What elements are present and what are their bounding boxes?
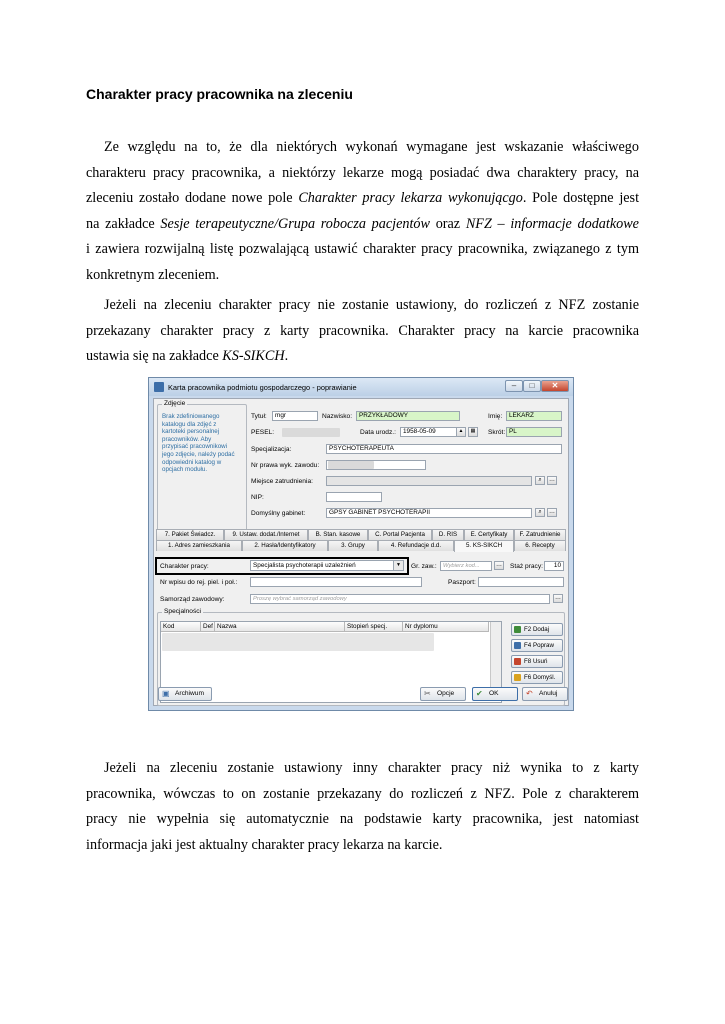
archiwum-button[interactable]: ▣ Archiwum (158, 687, 212, 701)
check-icon: ✔ (476, 689, 483, 698)
p2-line-2: przekazany charakter pracy z karty pracownika. Charakter pracy na karcie pracownika (86, 322, 639, 339)
anuluj-button[interactable]: ↶ Anuluj (522, 687, 568, 701)
skrot-label: Skrót: (488, 429, 506, 436)
gabinet-field[interactable]: GPSY GABINET PSYCHOTERAPII (326, 508, 532, 518)
photo-group-label: Zdjęcie (164, 400, 186, 407)
tab-certyfikaty[interactable]: E. Certyfikaty (464, 529, 514, 540)
staz-label: Staż pracy: (510, 563, 543, 570)
gabinet-more-button[interactable]: … (549, 509, 555, 515)
tab-pakiet[interactable]: 7. Pakiet Świadcz. (156, 529, 224, 540)
tytul-label: Tytuł: (251, 413, 267, 420)
window-title: Karta pracownika podmiotu gospodarczego - poprawianie (168, 383, 357, 392)
delete-icon (514, 658, 521, 665)
data-urodz-label: Data urodz.: (360, 429, 396, 436)
col-kod[interactable]: Kod (161, 622, 201, 632)
chevron-down-icon[interactable]: ▼ (393, 561, 403, 570)
col-nr-dyplomu[interactable]: Nr dyplomu (403, 622, 489, 632)
p3-line-1: Jeżeli na zleceniu zostanie ustawiony inny charakter pracy niż wynika to z karty (104, 760, 639, 776)
gr-zaw-label: Gr. zaw.: (411, 563, 437, 570)
specjalizacja-label: Specjalizacja: (251, 446, 292, 453)
date-spinner-icon[interactable]: ▲ (456, 427, 466, 437)
col-stopien[interactable]: Stopień specj. (345, 622, 403, 632)
tab-zatrudnienie[interactable]: F. Zatrudnienie (514, 529, 566, 540)
f6-domysl-button[interactable]: F6 Domyśl. (511, 671, 563, 684)
tab-recepty[interactable]: 6. Recepty (514, 540, 566, 551)
edit-icon (514, 642, 521, 649)
p1-line-2: charakteru pracy pracownika, a niektórzy lekarze mogą posiadać dwa charaktery pracy, na (86, 164, 639, 181)
miejsce-more-button[interactable]: … (549, 477, 555, 483)
wpis-label: Nr wpisu do rej. piel. i poł.: (160, 579, 238, 586)
imie-label: Imię: (488, 413, 503, 420)
employee-card-window (148, 377, 574, 711)
p3-line-4: informacja jaki jest aktualny charakter pracy lekarza na karcie. (86, 836, 443, 853)
archive-icon: ▣ (162, 689, 170, 698)
close-button[interactable]: ✕ (541, 380, 569, 392)
p3-line-3: pracy nie wypełnia się automatycznie na podstawie karty pracownika, jest natomiast (86, 811, 639, 828)
tab-ris[interactable]: D. RIS (432, 529, 464, 540)
calendar-icon[interactable]: ▦ (468, 427, 478, 437)
tab-row-2 (156, 540, 566, 551)
tab-adres[interactable]: 1. Adres zamieszkania (156, 540, 242, 551)
col-def[interactable]: Def (201, 622, 215, 632)
nip-field[interactable] (326, 492, 382, 502)
gr-zaw-more-button[interactable]: … (496, 562, 502, 568)
miejsce-label: Miejsce zatrudnienia: (251, 478, 313, 485)
tytul-field[interactable]: mgr (272, 411, 318, 421)
tab-ks-sikch[interactable]: 5. KS-SIKCH (454, 540, 514, 552)
ok-button[interactable]: ✔ OK (472, 687, 518, 701)
tab-hasla[interactable]: 2. Hasła/Identyfikatory (242, 540, 328, 551)
tab-portal[interactable]: C. Portal Pacjenta (368, 529, 432, 540)
prawa-value-redacted (328, 461, 374, 469)
samorzad-more-button[interactable]: … (555, 595, 561, 601)
p3-line-2: pracownika, wówczas to on zostanie przekazany do rozliczeń z NFZ. Pole z charakterem (86, 785, 639, 802)
tab-row-1 (156, 529, 566, 540)
tab-refundacje[interactable]: 4. Refundacje d.d. (378, 540, 454, 551)
charakter-value: Specjalista psychoterapii uzależnień (253, 562, 356, 569)
imie-field[interactable]: LEKARZ (506, 411, 562, 421)
f4-popraw-button[interactable]: F4 Popraw (511, 639, 563, 652)
miejsce-field[interactable] (326, 476, 532, 486)
p2-line-1: Jeżeli na zleceniu charakter pracy nie zostanie ustawiony, do rozliczeń z NFZ zostanie (104, 297, 639, 313)
p1-line-1: Ze względu na to, że dla niektórych wykonań wymagane jest wskazanie właściwego (104, 139, 639, 155)
f2-dodaj-button[interactable]: F2 Dodaj (511, 623, 563, 636)
p1-line-4: na zakładce Sesje terapeutyczne/Grupa robocza pacjentów oraz NFZ – informacje dodatkowe (86, 215, 639, 232)
paszport-field[interactable] (478, 577, 564, 587)
charakter-label: Charakter pracy: (160, 563, 209, 570)
pesel-label: PESEL: (251, 429, 275, 436)
prawa-label: Nr prawa wyk. zawodu: (251, 462, 320, 469)
specjalizacja-field[interactable]: PSYCHOTERAPEUTA (326, 444, 562, 454)
nazwisko-label: Nazwisko: (322, 413, 353, 420)
skrot-field[interactable]: PL (506, 427, 562, 437)
gr-zaw-field[interactable]: Wybierz kod... (440, 561, 492, 571)
tab-stan-kasowe[interactable]: B. Stan. kasowe (308, 529, 368, 540)
p1-line-3: zleceniu zostało dodane nowe pole Charakter pracy lekarza wykonującgo. Pole dostępne jest (86, 190, 640, 207)
tab-grupy[interactable]: 3. Grupy (328, 540, 378, 551)
tools-icon: ✂ (424, 689, 431, 698)
pesel-value-redacted (282, 428, 340, 437)
add-icon (514, 626, 521, 633)
p1-line-6: konkretnym zleceniem. (86, 266, 220, 283)
nazwisko-field[interactable]: PRZYKŁADOWY (356, 411, 460, 421)
paragraph-3 (86, 756, 639, 858)
cancel-icon: ↶ (526, 689, 533, 698)
gabinet-lookup-icon[interactable]: ⌕ (535, 508, 545, 517)
paragraph-2 (86, 293, 639, 370)
f8-usun-button[interactable]: F8 Usuń (511, 655, 563, 668)
gabinet-label: Domyślny gabinet: (251, 510, 306, 517)
default-icon (514, 674, 521, 681)
p2-line-3: ustawia się na zakładce KS-SIKCH. (86, 348, 289, 365)
tab-ustawienia[interactable]: 9. Ustaw. dodat./Internet (224, 529, 308, 540)
miejsce-lookup-icon[interactable]: ⌕ (535, 476, 545, 485)
nip-label: NIP: (251, 494, 264, 501)
photo-note: Brak zdefiniowanego katalogu dla zdjęć z kartoteki personalnej pracowników. Aby przypisać pracownikowi jego zdjęcie, należy podać odpowiedni katalog w opcjach modułu. (162, 413, 235, 474)
wpis-field[interactable] (250, 577, 422, 587)
minimize-button[interactable]: – (505, 380, 523, 392)
staz-field[interactable]: 10 (544, 561, 564, 571)
window-client (153, 398, 569, 706)
paragraph-1 (86, 135, 639, 289)
samorzad-field[interactable]: Proszę wybrać samorząd zawodowy (250, 594, 550, 604)
data-urodz-field[interactable]: 1958-05-09 (400, 427, 466, 437)
window-titlebar (149, 378, 573, 396)
table-row-redacted (162, 633, 434, 651)
maximize-button[interactable]: □ (523, 380, 541, 392)
samorzad-label: Samorząd zawodowy: (160, 596, 225, 603)
app-icon (154, 382, 164, 392)
col-nazwa[interactable]: Nazwa (215, 622, 345, 632)
charakter-select[interactable] (250, 560, 404, 571)
paszport-label: Paszport: (448, 579, 476, 586)
p1-line-5: i zawiera rozwijalną listę pozwalającą ustawić charakter pracy pracownika, związanego z tym (86, 241, 639, 258)
photo-group (157, 400, 247, 544)
section-heading: Charakter pracy pracownika na zleceniu (86, 86, 353, 102)
opcje-button[interactable]: ✂ Opcje (420, 687, 466, 701)
specjalnosci-label: Specjalności (164, 608, 202, 615)
